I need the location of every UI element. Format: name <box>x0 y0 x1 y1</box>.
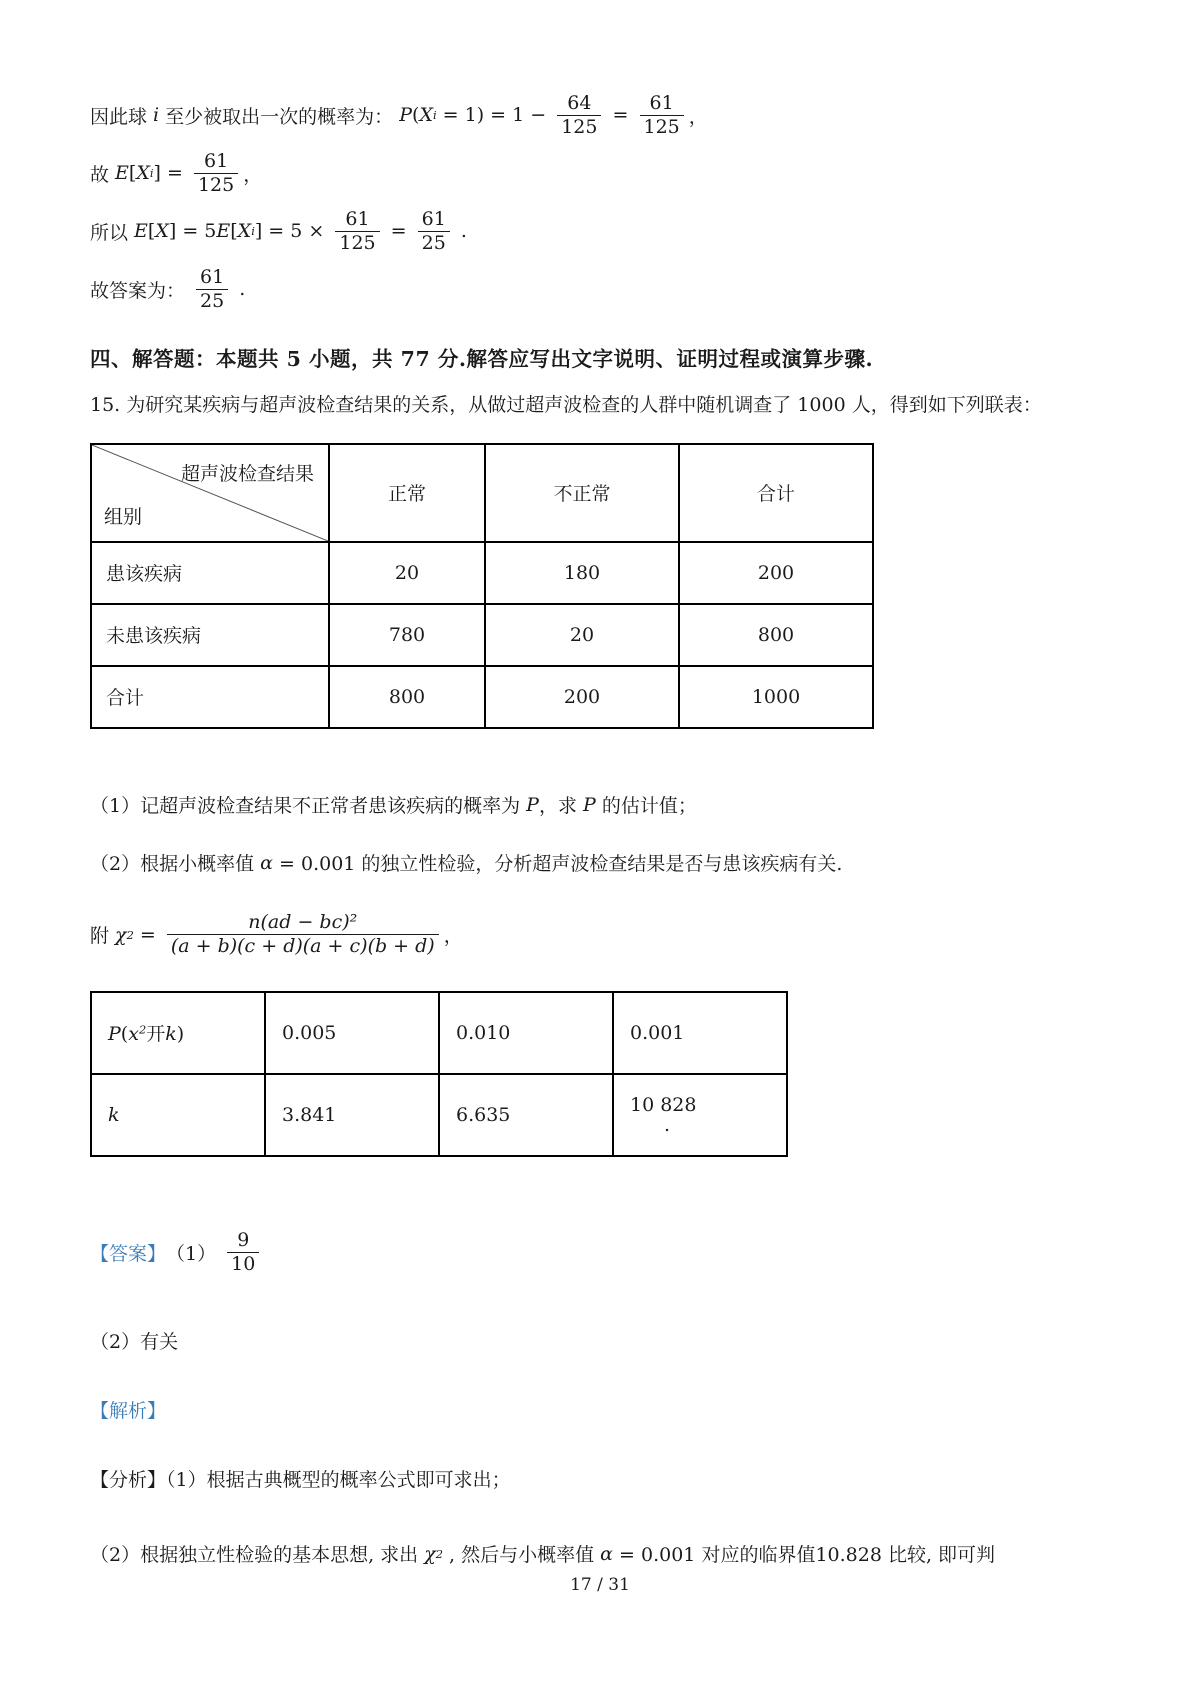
answer-line <box>90 1221 1110 1285</box>
row-label-diseased: 患该疾病 <box>91 542 329 604</box>
cell-value: 0.001 <box>613 992 787 1074</box>
fenxi-line: 【分析】（1）根据古典概型的概率公式即可求出； <box>90 1468 511 1491</box>
cell-value: 1000 <box>679 666 873 728</box>
table-corner-cell <box>91 444 329 542</box>
cell-value: 0.010 <box>439 992 613 1074</box>
p-chi-label: $P(x^2$开k) <box>91 992 265 1074</box>
value-line-1: 10 828 <box>630 1094 697 1117</box>
answer-label: 【答案】 <box>90 1243 167 1266</box>
critical-value-table <box>90 991 788 1157</box>
solution-line-1: 因此球 i 至少被取出一次的概率为： P ( X i = 1) = 1 − $\frac{64}{125}$ = $\frac{61}{125}$ ， <box>90 91 708 138</box>
row-label-total: 合计 <box>91 666 329 728</box>
cell-value: 6.635 <box>439 1074 613 1156</box>
cell-value-10828 <box>613 1074 787 1156</box>
chi-square-formula: 附 χ 2 = $\frac{\text{n(ad − bc)²}}{(a + b)(c + d)(a + c)(b + d)}$ ， <box>90 911 463 958</box>
solution-line-2: 故 E [ X i ] = $\frac{61}{125}$ ， <box>90 149 263 196</box>
solution-line-3: 所以 E [ X ] = 5 E [ X i ] = 5 × $\frac{61}{125}$ = $\frac{61}{25}$ . <box>90 207 467 254</box>
cell-value: 20 <box>329 542 485 604</box>
analysis-line-2: （2）根据独立性检验的基本思想, 求出 χ 2 , 然后与小概率值 α = 0.001 对应的临界值10.828 比较, 即可判 <box>90 1542 996 1567</box>
cell-value: 200 <box>679 542 873 604</box>
question-2: （2）根据小概率值 α = 0.001 的独立性检验，分析超声波检查结果是否与患该疾病有关. <box>90 851 843 876</box>
k-label <box>91 1074 265 1156</box>
value-line-2: . <box>664 1114 671 1137</box>
cell-value: 200 <box>485 666 679 728</box>
corner-label-bottom: 组别 <box>104 505 143 528</box>
cell-value: 3.841 <box>265 1074 439 1156</box>
cell-value: 800 <box>679 604 873 666</box>
contingency-table <box>90 443 874 729</box>
cell-value: 800 <box>329 666 485 728</box>
jiexi-label: 【解析】 <box>90 1399 167 1422</box>
cell-value: 0.005 <box>265 992 439 1074</box>
table-row <box>91 992 787 1074</box>
cell-value: 20 <box>485 604 679 666</box>
k-symbol: k <box>108 1103 120 1126</box>
question-1: （1）记超声波检查结果不正常者患该疾病的概率为 P ，求 P 的估计值； <box>90 793 697 818</box>
cell-value: 780 <box>329 604 485 666</box>
table-row <box>91 604 873 666</box>
table-header-row <box>91 444 873 542</box>
table-row <box>91 1074 787 1156</box>
table-row <box>91 542 873 604</box>
col-header-total: 合计 <box>679 444 873 542</box>
corner-label-top: 超声波检查结果 <box>180 462 314 485</box>
answer-part2: （2）有关 <box>90 1330 179 1353</box>
col-header-normal: 正常 <box>329 444 485 542</box>
row-label-not-diseased: 未患该疾病 <box>91 604 329 666</box>
problem15-intro: 15. 为研究某疾病与超声波检查结果的关系，从做过超声波检查的人群中随机调查了 1000 人，得到如下列联表： <box>90 394 1042 416</box>
page-number: 17 / 31 <box>570 1575 630 1595</box>
cell-value: 180 <box>485 542 679 604</box>
section-header: 四、解答题：本题共 5 小题，共 77 分.解答应写出文字说明、证明过程或演算步骤. <box>90 347 874 371</box>
col-header-abnormal: 不正常 <box>485 444 679 542</box>
answer-part1: （1） $\frac{9}{10}$ <box>166 1229 264 1276</box>
table-row <box>91 666 873 728</box>
solution-line-4: 故答案为： $\frac{61}{25}$ . <box>90 265 246 312</box>
